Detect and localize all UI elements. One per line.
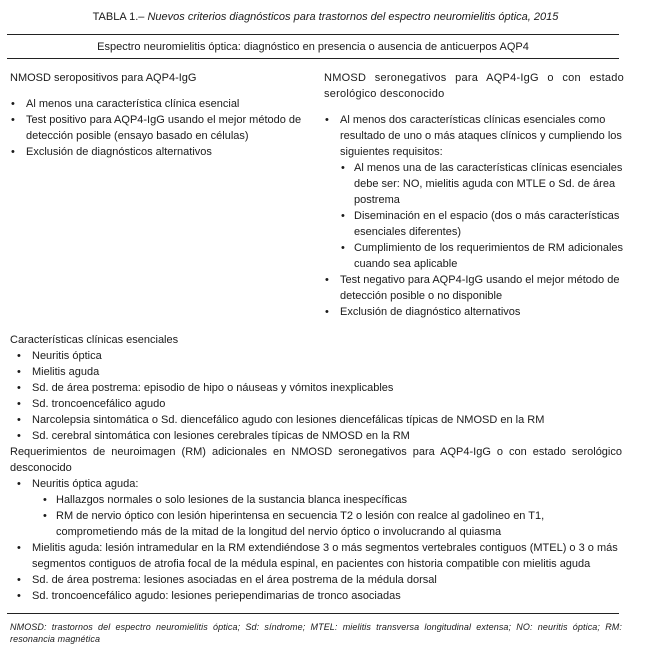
subheading-rule bbox=[7, 58, 619, 59]
seronegative-heading: NMOSD seronegativos para AQP4-IgG o con estado serológico desconocido bbox=[324, 72, 624, 100]
sub-list-item: • Diseminación en el espacio (dos o más características esenciales diferentes) bbox=[340, 208, 624, 240]
sub-list-item: • RM de nervio óptico con lesión hiperintensa en secuencia T2 o lesión con realce al gadolineo en T1, comprometiendo más de la mitad de la longitud del nervio óptico o involucrando al quiasma bbox=[42, 508, 622, 540]
list-item: • Sd. de área postrema: episodio de hipo o náuseas y vómitos inexplicables bbox=[16, 380, 622, 396]
bottom-rule bbox=[7, 613, 619, 614]
list-item: • Narcolepsia sintomática o Sd. diencefálico agudo con lesiones diencefálicas típicas de NMOSD en la RM bbox=[16, 412, 622, 428]
list-item: • Sd. troncoencefálico agudo: lesiones periependimarias de tronco asociadas bbox=[16, 588, 622, 604]
seronegative-sublist bbox=[340, 160, 624, 272]
essential-heading: Características clínicas esenciales bbox=[10, 334, 179, 346]
list-item: • Exclusión de diagnósticos alternativos bbox=[10, 144, 310, 160]
list-item: • Test negativo para AQP4-IgG usando el mejor método de detección posible o no disponible bbox=[324, 272, 624, 304]
list-item-text: Neuritis óptica aguda: bbox=[32, 478, 139, 490]
table-title-text: Nuevos criterios diagnósticos para trastornos del espectro neuromielitis óptica, 2015 bbox=[147, 11, 559, 23]
list-item bbox=[324, 112, 624, 272]
sub-list-item: • Hallazgos normales o solo lesiones de la sustancia blanca inespecíficas bbox=[42, 492, 622, 508]
seronegative-column bbox=[324, 70, 624, 320]
seropositive-column bbox=[10, 70, 310, 160]
sub-list-item: • Cumplimiento de los requerimientos de RM adicionales cuando sea aplicable bbox=[340, 240, 624, 272]
list-item: • Sd. cerebral sintomática con lesiones cerebrales típicas de NMOSD en la RM bbox=[16, 428, 622, 444]
list-item: • Neuritis óptica bbox=[16, 348, 622, 364]
list-item: • Al menos una característica clínica esencial bbox=[10, 96, 310, 112]
criteria-details bbox=[10, 332, 622, 604]
table-title bbox=[0, 10, 651, 24]
seropositive-list bbox=[10, 96, 310, 160]
seropositive-heading: NMOSD seropositivos para AQP4-IgG bbox=[10, 72, 197, 84]
top-rule bbox=[7, 34, 619, 35]
list-item: • Sd. troncoencefálico agudo bbox=[16, 396, 622, 412]
list-item: • Exclusión de diagnóstico alternativos bbox=[324, 304, 624, 320]
sub-list-item: • Al menos una de las características clínicas esenciales debe ser: NO, mielitis aguda con MTLE o Sd. de área postrema bbox=[340, 160, 624, 208]
mri-sublist bbox=[32, 492, 622, 540]
list-item bbox=[16, 476, 622, 540]
mri-list bbox=[10, 476, 622, 604]
list-item: • Mielitis aguda bbox=[16, 364, 622, 380]
seronegative-list bbox=[324, 112, 624, 320]
mri-heading: Requerimientos de neuroimagen (RM) adicionales en NMOSD seronegativos para AQP4-IgG o con estado serológico desconocido bbox=[10, 446, 622, 474]
table-footnote: NMOSD: trastornos del espectro neuromielitis óptica; Sd: síndrome; MTEL: mielitis transversa longitudinal extensa; NO: neuritis óptica; RM: resonancia magnética bbox=[10, 622, 622, 644]
list-item: • Test positivo para AQP4-IgG usando el mejor método de detección posible (ensayo basado en células) bbox=[10, 112, 310, 144]
list-item: • Mielitis aguda: lesión intramedular en la RM extendiéndose 3 o más segmentos vertebrales contiguos (MTEL) o 3 o más segmentos contiguos de atrofia focal de la médula espinal, en pacientes con historia compatible con mielitis aguda bbox=[16, 540, 622, 572]
essential-list bbox=[10, 348, 622, 444]
table-subheading: Espectro neuromielitis óptica: diagnóstico en presencia o ausencia de anticuerpos AQP4 bbox=[97, 41, 529, 53]
list-item: • Sd. de área postrema: lesiones asociadas en el área postrema de la médula dorsal bbox=[16, 572, 622, 588]
list-item-text: Al menos dos características clínicas esenciales como resultado de uno o más ataques clínicos y cumpliendo los siguientes requisitos: bbox=[340, 114, 622, 158]
table-label: TABLA 1.– bbox=[92, 11, 145, 23]
